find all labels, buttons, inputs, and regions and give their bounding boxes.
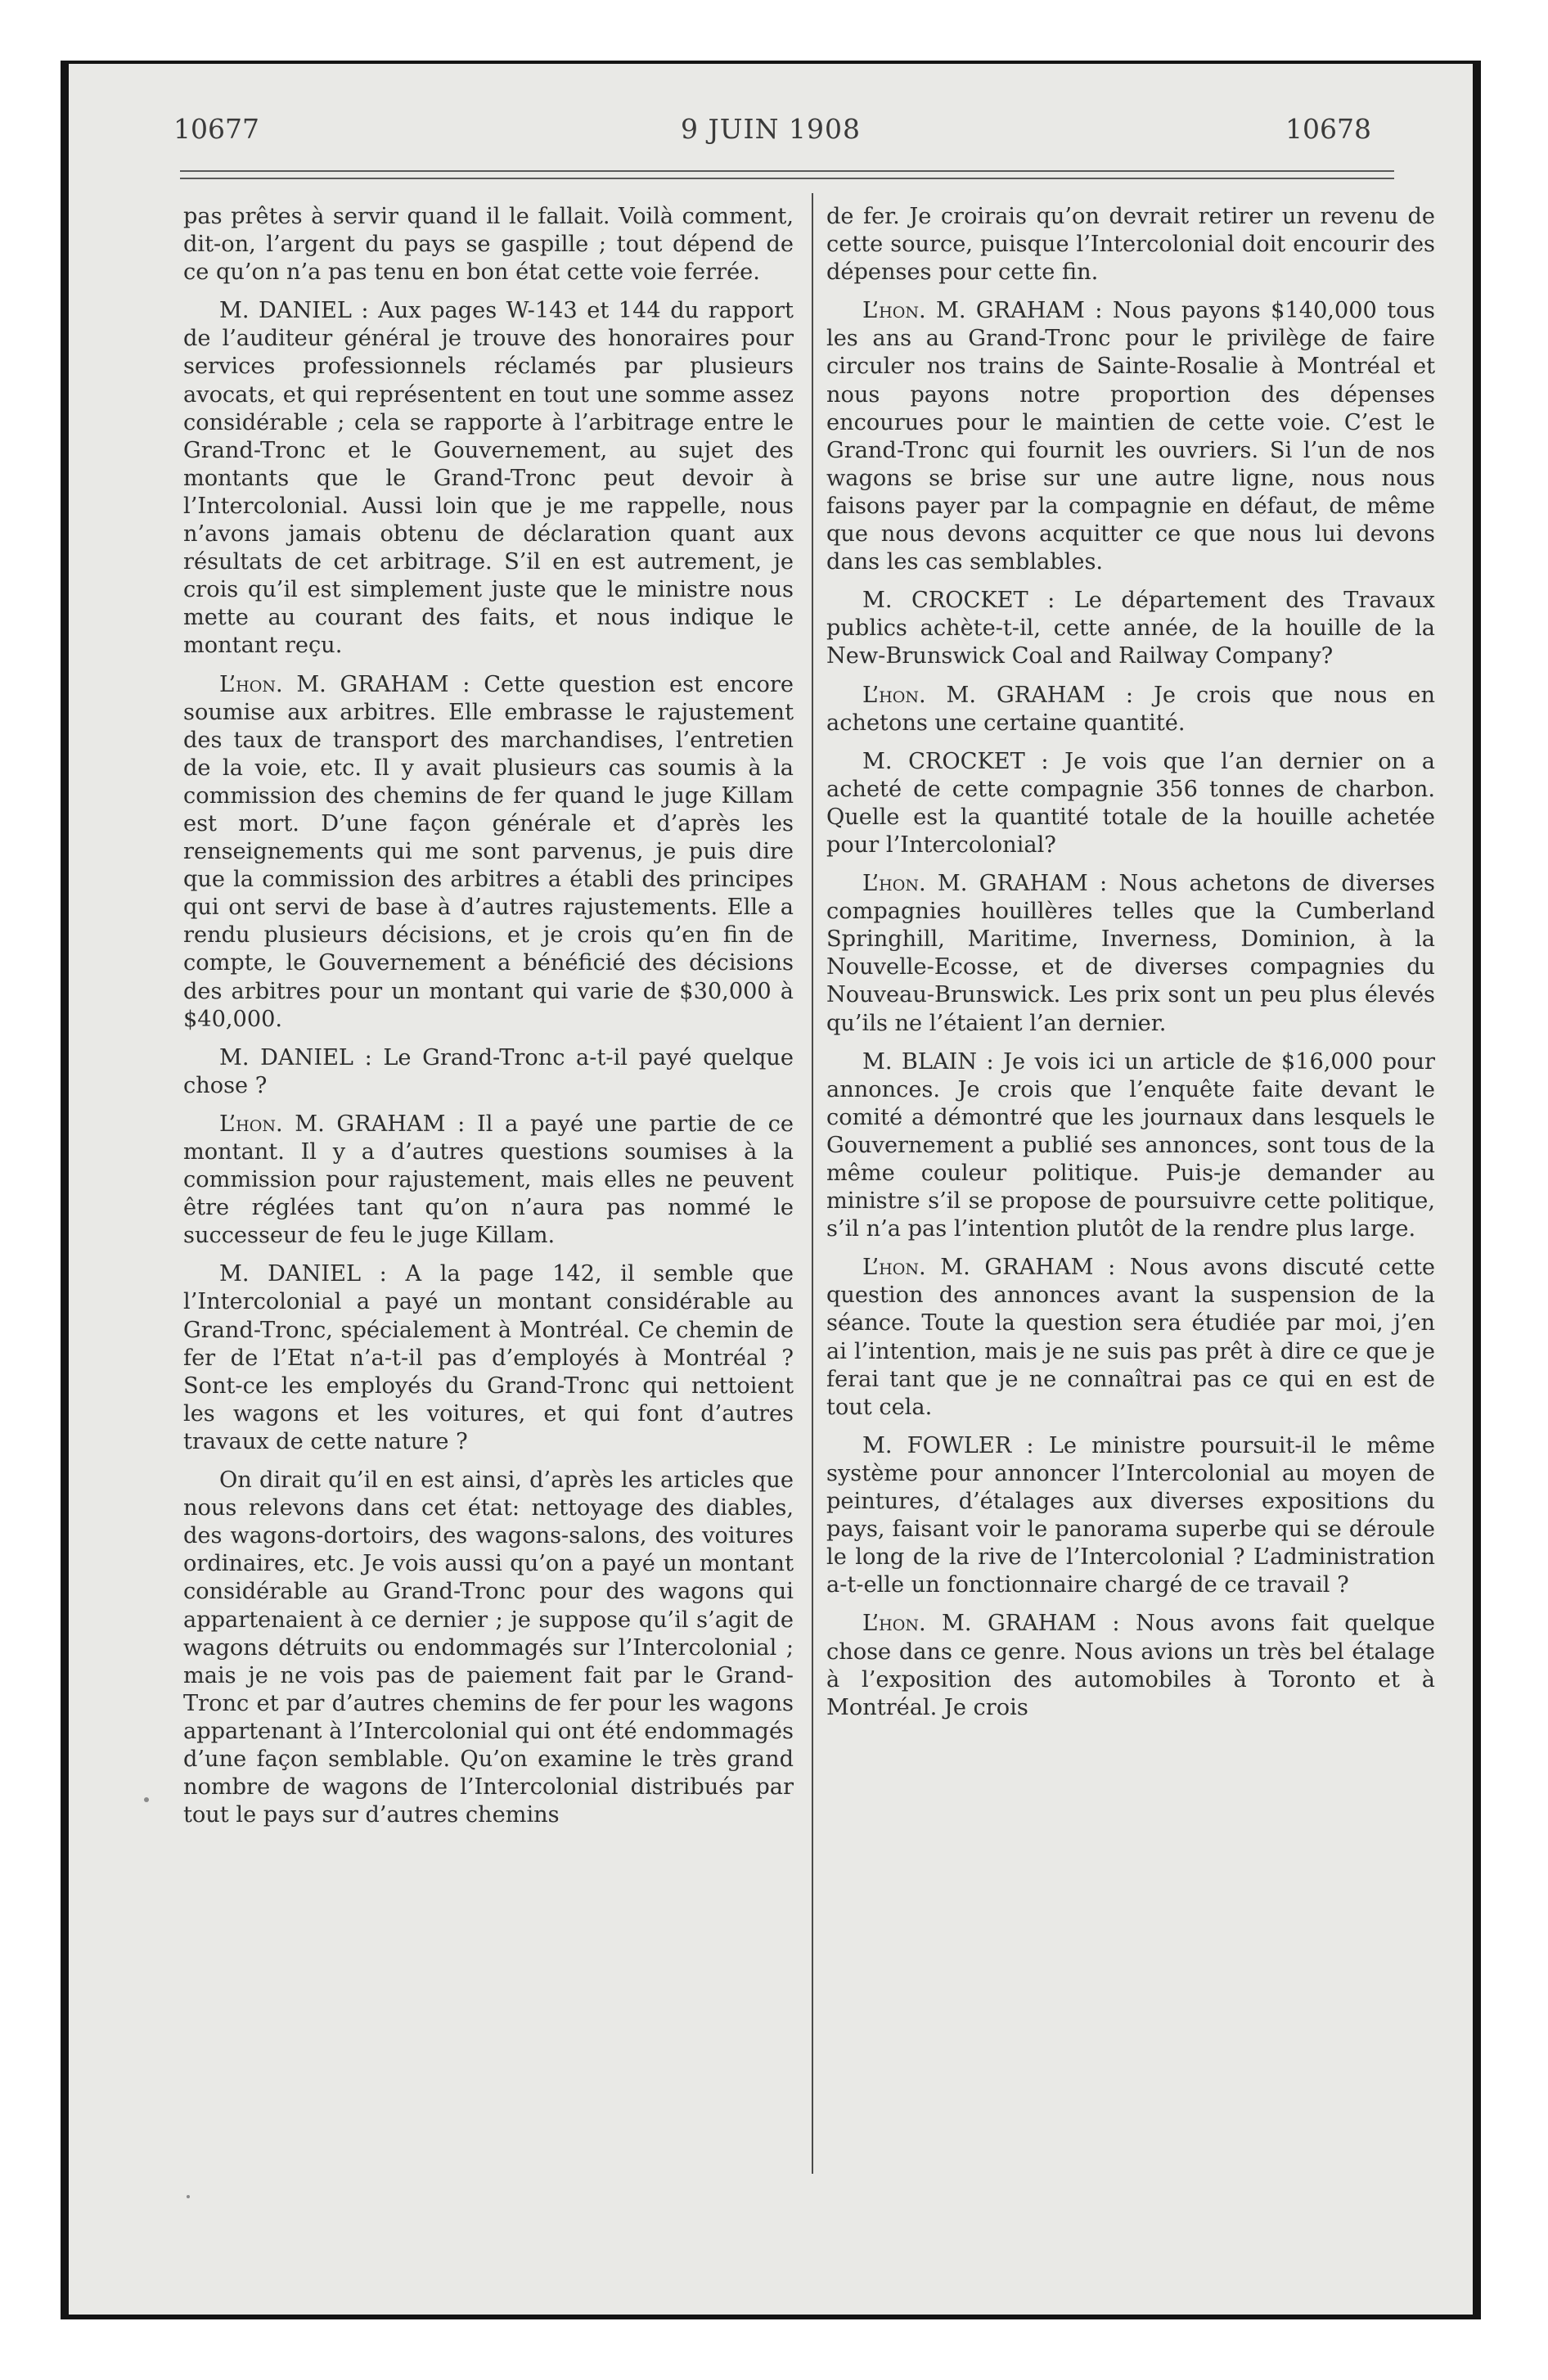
paragraph-text: Nous payons $140,000 tous les ans au Grand-Tronc pour le privilège de faire circuler nos trains de Sainte-Rosalie à Montréal et nous payons notre proportion des dépenses encourues pour le maintien de cette voie. C’est le Grand-Tronc qui fournit les ouvriers. Si l’un de nos wagons se brise sur une autre ligne, nous nous faisons payer par la compagnie en défaut, de même que nous devons acquitter ce que nous lui devons dans les cas semblables. [826,298,1435,575]
paragraph-text: Le ministre poursuit-il le même système pour annoncer l’Intercolonial au moyen de peintures, d’étalages aux diverses expositions du pays, faisant voir le panorama superbe qui se déroule le long de la rive de l’Intercolonial ? L’administration a-t-elle un fonctionnaire chargé de ce travail ? [826,1432,1435,1598]
paragraph [183,671,794,1034]
sitting-date: 9 JUIN 1908 [681,113,861,145]
paragraph [826,870,1435,1038]
header-rule-top [180,170,1394,172]
paragraph [826,682,1435,737]
paragraph-text: Aux pages W-143 et 144 du rapport de l’auditeur général je trouve des honoraires pour services professionnels réclamés par plusieurs avocats, et qui représentent en tout une somme assez considérable ; cela se rapporte à l’arbitrage entre le Grand-Tronc et le Gouvernement, au sujet des montants que le Grand-Tronc peut devoir à l’Intercolonial. Aussi loin que je me rappelle, nous n’avons jamais obtenu de déclaration quant aux résultats de cet arbitrage. S’il en est autrement, je crois qu’il est simplement juste que le ministre nous mette au courant des faits, et nous indique le montant reçu. [183,298,794,659]
speaker-name: M. DANIEL : [219,298,369,324]
paragraph-text: pas prêtes à servir quand il le fallait. Voilà comment, dit-on, l’argent du pays se gaspille ; tout dépend de ce qu’on n’a pas tenu en bon état cette voie ferrée. [183,204,794,286]
speaker-name: L’hon. M. GRAHAM : [862,682,1134,708]
header-rule-bottom [180,178,1394,179]
scan-speck [144,1797,149,1802]
speaker-name: M. CROCKET : [862,748,1049,774]
right-column [826,203,1435,1733]
hansard-page [69,64,1473,2315]
paragraph [183,1111,794,1250]
speaker-name: M. CROCKET : [862,588,1055,614]
paragraph [826,297,1435,576]
paragraph-text: Le Grand-Tronc a-t-il payé quelque chose ? [183,1044,794,1098]
scan-speck [187,2195,190,2198]
speaker-name: M. BLAIN : [862,1048,994,1075]
speaker-name: M. DANIEL : [219,1044,372,1071]
paragraph [183,297,794,660]
page-header [69,113,1473,162]
paragraph [826,1254,1435,1422]
paragraph [183,1044,794,1100]
paragraph [826,1610,1435,1721]
left-column [183,203,794,1840]
paragraph-text: Je crois que nous en achetons une certaine quantité. [826,682,1435,736]
right-page-number: 10678 [1285,113,1371,145]
paragraph-text: Nous avons discuté cette question des annonces avant la suspension de la séance. Toute la question sera étudiée par moi, j’en ai l’intention, mais je ne suis pas prêt à dire ce que je ferai tant que je ne connaîtrai pas ce qui en est de tout cela. [826,1255,1435,1420]
paragraph-text: Nous avons fait quelque chose dans ce genre. Nous avions un très bel étalage à l’exposition des automobiles à Toronto et à Montréal. Je crois [826,1611,1435,1720]
paragraph-text: Nous achetons de diverses compagnies houillères telles que la Cumberland Springhill, Maritime, Inverness, Dominion, à la Nouvelle-Ecosse, et de diverses compagnies du Nouveau-Brunswick. Les prix sont un peu plus élevés qu’ils ne l’étaient l’an dernier. [826,871,1435,1036]
speaker-name: L’hon. M. GRAHAM : [219,671,470,697]
column-divider [812,193,813,2174]
paragraph-text: de fer. Je croirais qu’on devrait retirer un revenu de cette source, puisque l’Intercolonial doit encourir des dépenses pour cette fin. [826,204,1435,286]
speaker-name: L’hon. M. GRAHAM : [862,1611,1120,1637]
paragraph-text: Je vois ici un article de $16,000 pour annonces. Je crois que l’enquête faite devant le comité a démontré que les journaux dans lesquels le Gouvernement a publié ses annonces, sont tous de la même couleur politique. Puis-je demander au ministre s’il se propose de poursuivre cette politique, s’il n’a pas l’intention plutôt de la rendre plus large. [826,1048,1436,1242]
paragraph [826,748,1435,859]
paragraph-text: Je vois que l’an dernier on a acheté de cette compagnie 356 tonnes de charbon. Quelle est la quantité totale de la houille achetée pour l’Intercolonial? [826,748,1435,858]
paragraph-text: Il a payé une partie de ce montant. Il y a d’autres questions soumises à la commission pour rajustement, mais elles ne peuvent être réglées tant qu’on n’aura pas nommé le successeur de feu le juge Killam. [183,1111,794,1249]
left-page-number: 10677 [173,113,259,145]
paragraph [183,1467,794,1829]
paragraph [826,587,1435,670]
speaker-name: L’hon. M. GRAHAM : [862,298,1103,324]
paragraph-text: On dirait qu’il en est ainsi, d’après les articles que nous relevons dans cet état: nettoyage des diables, des wagons-dortoirs, des wagons-salons, des voitures ordinaires, etc. Je vois aussi qu’on a payé un montant considérable au Grand-Tronc pour des wagons qui appartenaient à ce dernier ; je suppose qu’il s’agit de wagons détruits ou endommagés sur l’Intercolonial ; mais je ne vois pas de paiement fait par le Grand-Tronc et par d’autres chemins de fer pour les wagons appartenant à l’Intercolonial qui ont été endommagés d’une façon semblable. Qu’on examine le très grand nombre de wagons de l’Intercolonial distribués par tout le pays sur d’autres chemins [183,1467,794,1828]
paragraph [183,1260,794,1456]
speaker-name: M. DANIEL : [219,1261,387,1287]
speaker-name: M. FOWLER : [862,1432,1034,1458]
paragraph [826,203,1435,286]
paragraph [826,1432,1435,1600]
paragraph-text: Cette question est encore soumise aux arbitres. Elle embrasse le rajustement des taux de transport des marchandises, l’entretien de la voie, etc. Il y avait plusieurs cas soumis à la commission des chemins de fer quand le juge Killam est mort. D’une façon générale et d’après les renseignements qui me sont parvenus, je puis dire que la commission des arbitres a établi des principes qui ont servi de base à d’autres rajustements. Elle a rendu plusieurs décisions, et je crois qu’en fin de compte, le Gouvernement a bénéficié des décisions des arbitres pour un montant qui varie de $30,000 à $40,000. [183,671,794,1032]
paragraph [183,203,794,286]
paragraph-text: Le département des Travaux publics achète-t-il, cette année, de la houille de la New-Brunswick Coal and Railway Company? [826,588,1435,669]
speaker-name: L’hon. M. GRAHAM : [862,1255,1116,1281]
paragraph [826,1048,1435,1244]
paragraph-text: A la page 142, il semble que l’Intercolonial a payé un montant considérable au Grand-Tronc, spécialement à Montréal. Ce chemin de fer de l’Etat n’a-t-il pas d’employés à Montréal ? Sont-ce les employés du Grand-Tronc qui nettoient les wagons et les voitures, et qui font d’autres travaux de cette nature ? [183,1261,794,1454]
speaker-name: L’hon. M. GRAHAM : [862,871,1108,897]
speaker-name: L’hon. M. GRAHAM : [219,1111,466,1137]
